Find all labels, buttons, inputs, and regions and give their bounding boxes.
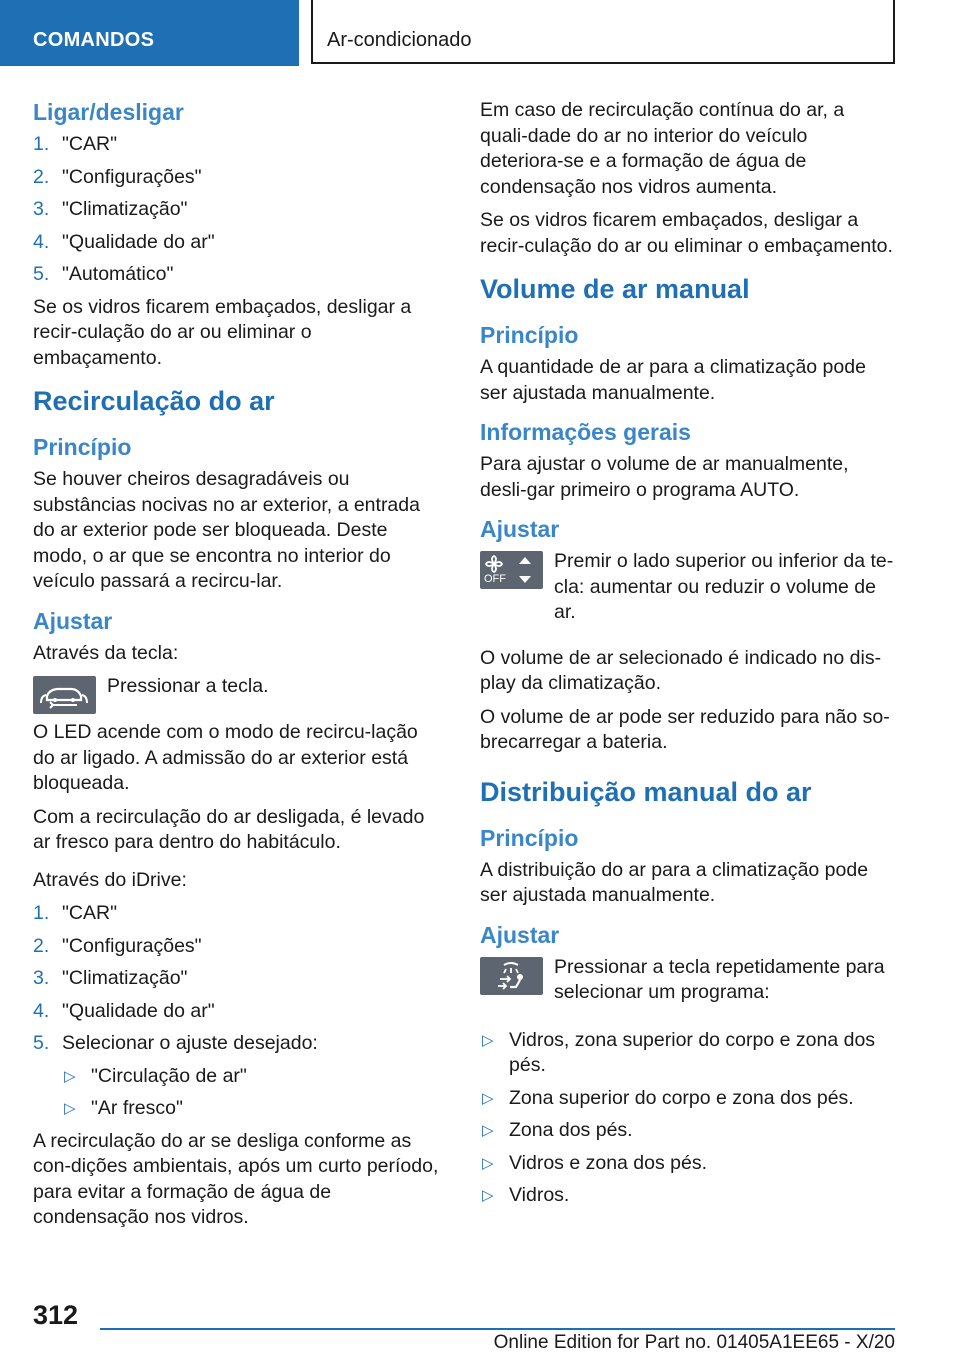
distribution-adjust-text: Pressionar a tecla repetidamente para selecionar um programa:	[554, 955, 885, 1003]
recirc-heading: Recirculação do ar	[33, 386, 275, 416]
step-number: 3.	[33, 198, 50, 220]
step-number: 2.	[33, 165, 50, 188]
step-number: 2.	[33, 934, 50, 957]
recirc-substeps	[62, 1064, 443, 1122]
left-column	[33, 98, 443, 1239]
step-text: "CAR"	[62, 133, 118, 155]
list-item	[480, 1028, 895, 1079]
list-item	[33, 230, 443, 256]
step-text: "Climatização"	[62, 967, 188, 989]
triangle-bullet-icon: ▷	[482, 1122, 494, 1139]
step-text: Selecionar o ajuste desejado:	[62, 1032, 318, 1054]
distribution-principle-heading: Princípio	[480, 824, 579, 851]
recirculation-key-icon	[33, 676, 96, 714]
program-text: Vidros, zona superior do corpo e zona dos pés.	[509, 1028, 876, 1076]
recirc-key-row	[33, 674, 443, 714]
recirc-adjust-heading: Ajustar	[33, 607, 113, 634]
fan-speed-key-icon	[480, 551, 543, 589]
onoff-steps	[33, 132, 443, 288]
list-item	[33, 262, 443, 288]
triangle-bullet-icon: ▷	[482, 1187, 494, 1204]
onoff-heading: Ligar/desligar	[33, 99, 184, 125]
distribution-programs	[480, 1028, 895, 1209]
step-text: "Qualidade do ar"	[62, 999, 215, 1022]
onoff-note: Se os vidros ficarem embaçados, desligar a recir-culação do ar ou eliminar o embaçamento.	[33, 295, 412, 369]
list-item	[480, 1151, 895, 1177]
right-column	[480, 98, 895, 1216]
list-item	[33, 165, 443, 191]
substep-text: "Circulação de ar"	[91, 1064, 247, 1087]
recirc-off: Com a recirculação do ar desligada, é levado ar fresco para dentro do habitáculo.	[33, 805, 425, 853]
volume-heading: Volume de ar manual	[480, 274, 750, 304]
step-text: "Configurações"	[62, 934, 202, 957]
list-item	[33, 901, 443, 927]
volume-principle-heading: Princípio	[480, 322, 579, 348]
page-number: 312	[33, 1300, 79, 1330]
volume-adjust-text: Premir o lado superior ou inferior da te-cla: aumentar ou reduzir o volume de ar.	[554, 550, 894, 623]
step-number: 4.	[33, 999, 50, 1022]
list-item	[62, 1096, 443, 1122]
program-text: Zona dos pés.	[509, 1119, 633, 1141]
program-text: Vidros.	[509, 1184, 570, 1206]
recirc-led: O LED acende com o modo de recircu-lação do ar ligado. A admissão do ar exterior está bloqueada.	[33, 721, 418, 794]
volume-principle-text: A quantidade de ar para a climatização pode ser ajustada manualmente.	[480, 356, 866, 404]
distribution-adjust-heading: Ajustar	[480, 921, 560, 948]
recirc-via-idrive: Através do iDrive:	[33, 868, 187, 891]
list-item	[33, 1031, 443, 1057]
distribution-principle-text: A distribuição do ar para a climatização pode ser ajustada manualmente.	[480, 858, 869, 906]
air-distribution-key-icon	[480, 957, 543, 995]
substep-text: "Ar fresco"	[91, 1097, 183, 1119]
list-item	[62, 1064, 443, 1090]
step-number: 3.	[33, 967, 50, 989]
step-text: "CAR"	[62, 902, 118, 924]
triangle-bullet-icon: ▷	[482, 1154, 494, 1172]
step-number: 1.	[33, 902, 50, 924]
page-header	[0, 0, 960, 66]
recirc-principle-text: Se houver cheiros desagradáveis ou substâncias nocivas no ar exterior, a entrada do ar exterior pode ser bloqueada. Deste modo, o ar que se encontra no interior do veículo passará a recircu-lar.	[33, 468, 420, 592]
recirc-press: Pressionar a tecla.	[107, 675, 269, 697]
triangle-bullet-icon: ▷	[482, 1089, 494, 1107]
distribution-key-row	[480, 955, 895, 1014]
list-item	[480, 1118, 895, 1144]
step-number: 4.	[33, 230, 50, 253]
chapter-title: Ar-condicionado	[311, 0, 895, 64]
program-text: Zona superior do corpo e zona dos pés.	[509, 1086, 854, 1109]
list-item	[33, 934, 443, 960]
volume-general-text: Para ajustar o volume de ar manualmente, desli-gar primeiro o programa AUTO.	[480, 453, 849, 501]
edition-text: Online Edition for Part no. 01405A1EE65 - X/20	[493, 1332, 895, 1353]
volume-general-heading: Informações gerais	[480, 419, 691, 445]
triangle-bullet-icon: ▷	[64, 1100, 76, 1117]
volume-shown: O volume de ar selecionado é indicado no dis-play da climatização.	[480, 646, 882, 694]
list-item	[33, 966, 443, 992]
volume-reduced: O volume de ar pode ser reduzido para não so-brecarregar a bateria.	[480, 705, 890, 753]
fan-off-label: OFF	[484, 573, 506, 585]
footer-divider	[100, 1328, 895, 1330]
step-number: 5.	[33, 1032, 50, 1054]
volume-key-row	[480, 549, 895, 634]
step-number: 5.	[33, 263, 50, 285]
section-tab: COMANDOS	[0, 0, 299, 66]
step-text: "Climatização"	[62, 198, 188, 220]
triangle-bullet-icon: ▷	[64, 1067, 76, 1085]
recirc-principle-heading: Princípio	[33, 434, 132, 460]
distribution-heading: Distribuição manual do ar	[480, 776, 812, 807]
list-item	[33, 197, 443, 223]
list-item	[33, 999, 443, 1025]
recirc-closing: A recirculação do ar se desliga conforme as con-dições ambientais, após um curto período, para evitar a formação de água de condensação nos vidros.	[33, 1129, 439, 1228]
continued-text-2: Se os vidros ficarem embaçados, desligar a recir-culação do ar ou eliminar o embaçamento.	[480, 209, 893, 257]
recirc-steps	[33, 901, 443, 1057]
step-number: 1.	[33, 133, 50, 155]
step-text: "Qualidade do ar"	[62, 230, 215, 253]
step-text: "Configurações"	[62, 165, 202, 188]
program-text: Vidros e zona dos pés.	[509, 1151, 708, 1174]
list-item	[33, 132, 443, 158]
continued-text-1: Em caso de recirculação contínua do ar, a quali-dade do ar no interior do veículo deteriora-se e a formação de água de condensação nos vidros aumenta.	[480, 99, 845, 198]
volume-adjust-heading: Ajustar	[480, 516, 560, 542]
list-item	[480, 1183, 895, 1209]
triangle-bullet-icon: ▷	[482, 1031, 494, 1049]
list-item	[480, 1086, 895, 1112]
step-text: "Automático"	[62, 263, 174, 285]
recirc-via-key: Através da tecla:	[33, 641, 179, 664]
page-footer	[0, 1290, 960, 1362]
